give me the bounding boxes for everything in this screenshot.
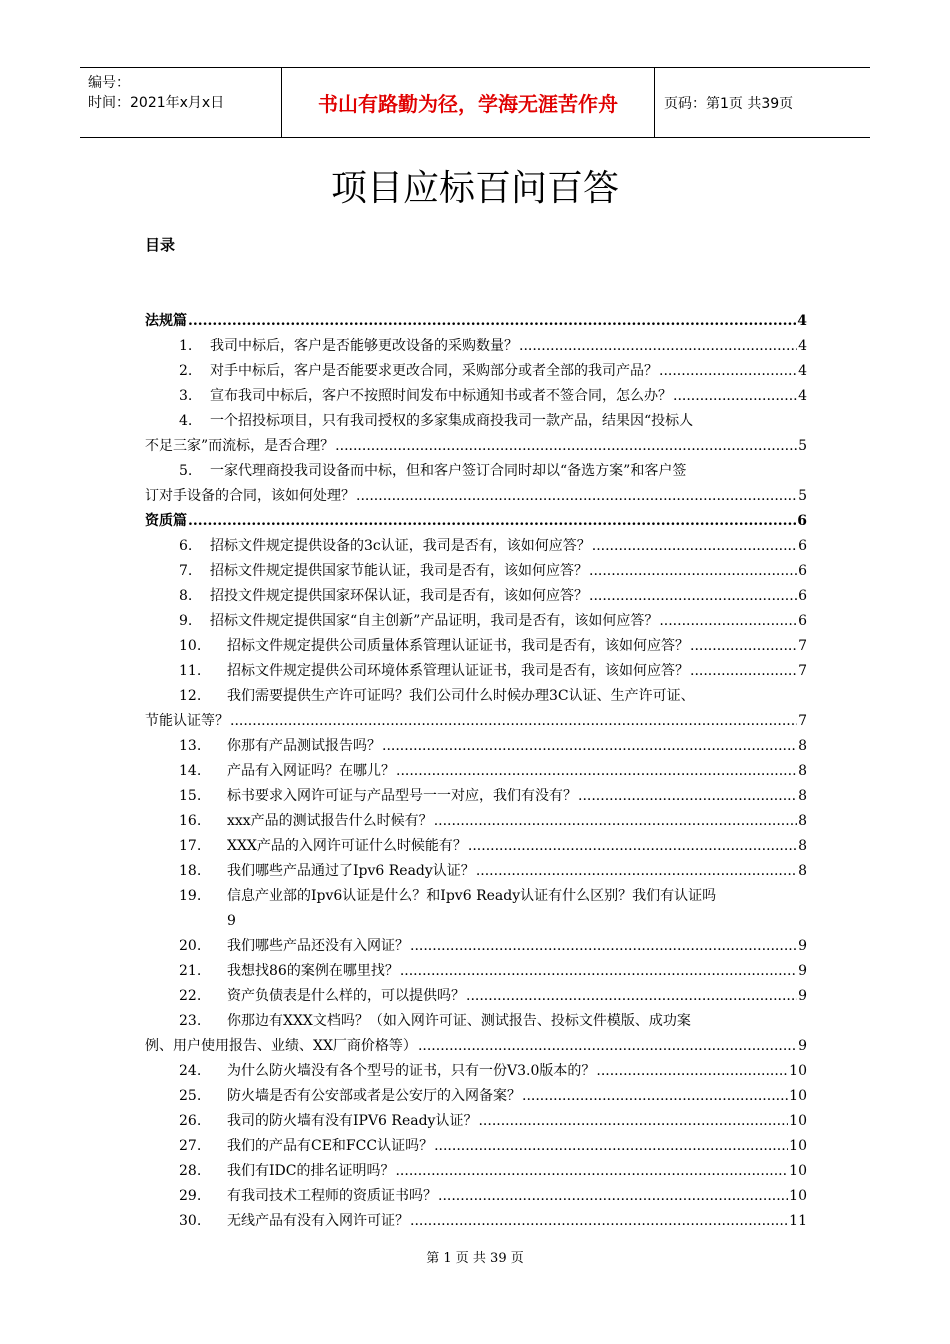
header-page-info: 页码：第1页 共39页: [664, 95, 794, 112]
toc-entry[interactable]: [145, 809, 807, 834]
toc-page: 7: [798, 663, 807, 679]
toc-entry-number: 21.: [179, 963, 202, 979]
toc-page: 10: [789, 1113, 807, 1129]
toc-entry-text: 为什么防火墙没有各个型号的证书，只有一份V3.0版本的？: [227, 1063, 596, 1079]
toc-page: 6: [798, 613, 807, 629]
toc-entry[interactable]: [145, 534, 807, 559]
toc-entry-text: 标书要求入网许可证与产品型号一一对应，我们有没有？: [227, 788, 577, 804]
toc-entry-number: 14.: [179, 763, 202, 779]
toc-page: 10: [789, 1088, 807, 1104]
toc-leader: [659, 359, 797, 384]
toc-entry-text: 我们哪些产品还没有入网证？: [227, 938, 409, 954]
document-title: 项目应标百问百答: [330, 168, 619, 209]
toc-entry[interactable]: [145, 684, 807, 734]
toc-entry-number: 20.: [179, 938, 202, 954]
toc-entry-line-1: [145, 684, 807, 709]
toc-heading: 目录: [145, 236, 176, 254]
toc-entry-number: 6.: [179, 538, 193, 554]
toc-entry-text: 一家代理商投我司设备而中标，但和客户签订合同时却以“备选方案”和客户签: [210, 463, 687, 479]
toc-entry-text-cont: 不足三家”而流标，是否合理？: [145, 438, 335, 454]
toc-entry-number: 2.: [179, 363, 193, 379]
toc-entry-text: 产品有入网证吗？在哪儿？: [227, 763, 395, 779]
toc-page: 8: [798, 813, 807, 829]
toc-entry-text: 宣布我司中标后，客户不按照时间发布中标通知书或者不签合同，怎么办？: [210, 388, 672, 404]
toc-entry-number: 7.: [179, 563, 193, 579]
toc-leader: [468, 834, 797, 859]
toc-leader: [478, 1109, 788, 1134]
toc-entry-text: 你那有产品测试报告吗？: [227, 738, 381, 754]
date-label: 时间：2021年x月x日: [88, 95, 225, 111]
toc-entry-number: 13.: [179, 738, 202, 754]
toc-entry[interactable]: [145, 784, 807, 809]
toc-leader: [578, 784, 797, 809]
toc-entry-text: 招投文件规定提供国家环保认证，我司是否有，该如何应答？: [210, 588, 588, 604]
toc-entry-line-1: [145, 1009, 807, 1034]
toc-page: 7: [798, 638, 807, 654]
toc-page: 8: [798, 788, 807, 804]
toc-page: 9: [798, 1038, 807, 1054]
toc-entry[interactable]: [145, 584, 807, 609]
toc-entry-text: 招标文件规定提供设备的3c认证，我司是否有，该如何应答？: [210, 538, 591, 554]
toc-entry-number: 3.: [179, 388, 193, 404]
toc-entry[interactable]: [145, 934, 807, 959]
toc-leader: [466, 984, 797, 1009]
toc-entry-number: 30.: [179, 1213, 202, 1229]
toc-entry-text: 资产负债表是什么样的，可以提供吗？: [227, 988, 465, 1004]
toc-entry-text-cont: 订对手设备的合同，该如何处理？: [145, 488, 355, 504]
toc-leader: [690, 659, 797, 684]
toc-page: 6: [798, 538, 807, 554]
toc-leader: [589, 559, 797, 584]
toc-entry-text: 我司的防火墙有没有IPV6 Ready认证？: [227, 1113, 478, 1129]
toc-entry[interactable]: [145, 1109, 807, 1134]
toc-entry-line-2: [145, 709, 807, 734]
toc-page: 10: [789, 1138, 807, 1154]
toc-entry-number: 28.: [179, 1163, 202, 1179]
toc-page: 9: [798, 988, 807, 1004]
toc-entry[interactable]: [145, 859, 807, 884]
toc-entry-number: 27.: [179, 1138, 202, 1154]
toc-entry-text: 招标文件规定提供国家节能认证，我司是否有，该如何应答？: [210, 563, 588, 579]
toc-entry-text-cont: 节能认证等？: [145, 713, 229, 729]
toc-entry[interactable]: [145, 1084, 807, 1109]
toc-entry-number: 23.: [179, 1013, 202, 1029]
toc-entry[interactable]: [145, 1009, 807, 1059]
toc-entry-text: 我们有IDC的排名证明吗？: [227, 1163, 395, 1179]
document-header: [80, 67, 870, 138]
toc-entry-text-cont: 例、用户使用报告、业绩、XX厂商价格等）: [145, 1038, 417, 1054]
toc-entry[interactable]: [145, 359, 807, 384]
toc-entry[interactable]: [145, 834, 807, 859]
toc-page: 6: [798, 563, 807, 579]
toc-entry[interactable]: [145, 459, 807, 509]
toc-entry-line-1: [145, 459, 807, 484]
toc-entry-text: 无线产品有没有入网许可证？: [227, 1213, 409, 1229]
toc-entry-number: 1.: [179, 338, 193, 354]
toc-section-title: 法规篇: [145, 313, 187, 329]
toc-entry-text: 招标文件规定提供公司环境体系管理认证证书，我司是否有，该如何应答？: [227, 663, 689, 679]
toc-entry-number: 12.: [179, 688, 202, 704]
toc-page: 6: [797, 513, 807, 529]
toc-entry-line-2: [145, 1034, 807, 1059]
toc-entry[interactable]: [145, 634, 807, 659]
toc-entry-text: 对手中标后，客户是否能要求更改合同，采购部分或者全部的我司产品？: [210, 363, 658, 379]
toc-entry-text: 有我司技术工程师的资质证书吗？: [227, 1188, 437, 1204]
toc-entry-text: 招标文件规定提供国家“自主创新”产品证明，我司是否有，该如何应答？: [210, 613, 659, 629]
toc-leader: [188, 309, 796, 334]
toc-entry-line-2: [145, 484, 807, 509]
toc-entry[interactable]: [145, 884, 807, 934]
toc-leader: [395, 1159, 788, 1184]
toc-entry-number: 11.: [179, 663, 202, 679]
toc-page: 4: [798, 363, 807, 379]
toc-leader: [382, 734, 797, 759]
toc-entry-text: 防火墙是否有公安部或者是公安厅的入网备案？: [227, 1088, 521, 1104]
toc-section-regulations[interactable]: [145, 309, 807, 334]
toc-entry-number: 18.: [179, 863, 202, 879]
toc-page: 8: [798, 838, 807, 854]
toc-leader: [659, 609, 797, 634]
toc-entry[interactable]: [145, 1134, 807, 1159]
toc-entry-number: 5.: [179, 463, 193, 479]
toc-leader: [438, 1184, 788, 1209]
number-label: 编号：: [88, 75, 130, 91]
toc-entry[interactable]: [145, 659, 807, 684]
toc-section-qualifications[interactable]: [145, 509, 807, 534]
toc-entry[interactable]: [145, 1209, 807, 1234]
toc-page: 9: [798, 963, 807, 979]
toc-page: 7: [798, 713, 807, 729]
toc-leader: [434, 809, 797, 834]
toc-entry-text: xxx产品的测试报告什么时候有？: [227, 813, 433, 829]
toc-leader: [188, 509, 796, 534]
toc-leader: [522, 1084, 788, 1109]
header-left-cell: [80, 68, 281, 137]
toc-entry-number: 19.: [179, 888, 202, 904]
toc-entry-text: 我想找86的案例在哪里找？: [227, 963, 399, 979]
toc-page: 10: [789, 1188, 807, 1204]
toc-entry[interactable]: [145, 1159, 807, 1184]
toc-entry[interactable]: [145, 609, 807, 634]
toc-entry-text: 信息产业部的Ipv6认证是什么？和Ipv6 Ready认证有什么区别？我们有认证吗: [227, 888, 717, 904]
toc-entry[interactable]: [145, 759, 807, 784]
toc-page: 10: [789, 1063, 807, 1079]
toc-entry[interactable]: [145, 384, 807, 409]
toc-page: 11: [789, 1213, 807, 1229]
toc-entry-number: 9.: [179, 613, 193, 629]
toc-entry-text: 我们的产品有CE和FCC认证吗？: [227, 1138, 434, 1154]
toc-section-title: 资质篇: [145, 513, 187, 529]
toc-entry-line-1: [145, 884, 807, 909]
toc-entry[interactable]: [145, 1059, 807, 1084]
page-footer: 第 1 页 共 39 页: [426, 1251, 524, 1266]
toc-entry[interactable]: [145, 959, 807, 984]
toc-entry[interactable]: [145, 1184, 807, 1209]
toc-page: 8: [798, 863, 807, 879]
toc-leader: [690, 634, 797, 659]
toc-leader: [589, 584, 797, 609]
toc-entry[interactable]: [145, 334, 807, 359]
toc-entry[interactable]: [145, 734, 807, 759]
toc-entry-text: 我们需要提供生产许可证吗？我们公司什么时候办理3C认证、生产许可证、: [227, 688, 695, 704]
toc-entry-number: 22.: [179, 988, 202, 1004]
toc-leader: [356, 484, 797, 509]
toc-leader: [434, 1134, 788, 1159]
toc-leader: [400, 959, 797, 984]
toc-leader: [596, 1059, 788, 1084]
toc-entry-text: 一个招投标项目，只有我司授权的多家集成商投我司一款产品，结果因“投标人: [210, 413, 694, 429]
toc-entry-number: 15.: [179, 788, 202, 804]
toc-leader: [410, 934, 797, 959]
toc-leader: [410, 1209, 788, 1234]
toc-entry[interactable]: [145, 409, 807, 459]
toc-page: 4: [797, 313, 807, 329]
toc-page: 4: [798, 388, 807, 404]
toc-entry-text: 你那边有XXX文档吗？（如入网许可证、测试报告、投标文件模版、成功案: [227, 1013, 691, 1029]
toc-entry-number: 25.: [179, 1088, 202, 1104]
header-motto: 书山有路勤为径，学海无涯苦作舟: [281, 68, 655, 137]
toc-page: 8: [798, 738, 807, 754]
toc-leader: [418, 1034, 797, 1059]
toc-page: 9: [227, 913, 236, 929]
toc-entry-text: XXX产品的入网许可证什么时候能有？: [227, 838, 467, 854]
toc-entry-number: 8.: [179, 588, 193, 604]
toc-leader: [335, 434, 797, 459]
toc-entry-text: 招标文件规定提供公司质量体系管理认证证书，我司是否有，该如何应答？: [227, 638, 689, 654]
toc-entry-number: 26.: [179, 1113, 202, 1129]
toc-page: 8: [798, 763, 807, 779]
toc-page: 5: [798, 438, 807, 454]
toc-entry[interactable]: [145, 559, 807, 584]
toc-page: 10: [789, 1163, 807, 1179]
toc-entry-number: 29.: [179, 1188, 202, 1204]
toc-entry-number: 24.: [179, 1063, 202, 1079]
toc-leader: [519, 334, 797, 359]
toc-entry-line-2: [145, 909, 807, 934]
toc-entry-number: 10.: [179, 638, 202, 654]
table-of-contents: [145, 309, 807, 1234]
toc-entry-line-2: [145, 434, 807, 459]
toc-entry-line-1: [145, 409, 807, 434]
toc-leader: [592, 534, 797, 559]
toc-entry-number: 4.: [179, 413, 193, 429]
toc-page: 6: [798, 588, 807, 604]
toc-page: 4: [798, 338, 807, 354]
toc-entry-text: 我们哪些产品通过了Ipv6 Ready认证？: [227, 863, 475, 879]
toc-entry-number: 17.: [179, 838, 202, 854]
toc-entry-text: 我司中标后，客户是否能够更改设备的采购数量？: [210, 338, 518, 354]
toc-entry-number: 16.: [179, 813, 202, 829]
toc-page: 9: [798, 938, 807, 954]
toc-leader: [230, 709, 797, 734]
toc-leader: [396, 759, 797, 784]
toc-page: 5: [798, 488, 807, 504]
toc-entry[interactable]: [145, 984, 807, 1009]
toc-leader: [476, 859, 797, 884]
toc-leader: [673, 384, 797, 409]
